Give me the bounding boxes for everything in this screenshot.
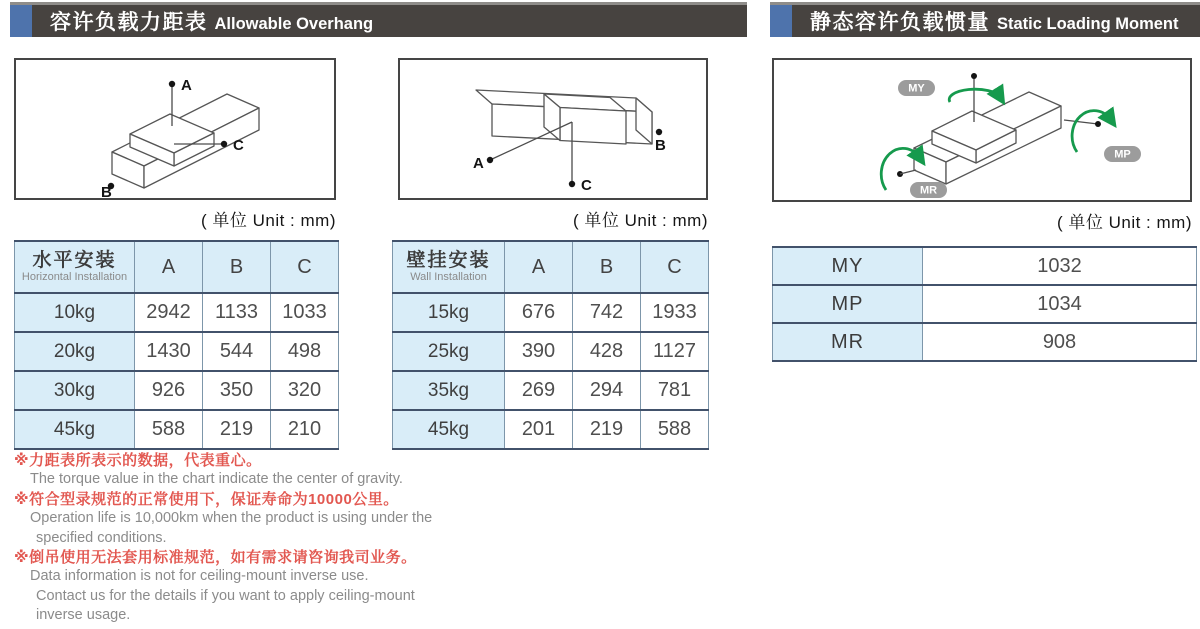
point-b-label: B [101, 184, 112, 198]
note-en: specified conditions. [36, 529, 167, 546]
section-title-zh: 静态容许负载惯量 [810, 11, 990, 34]
table-row [15, 332, 339, 371]
horizontal-rail-drawing-icon [16, 60, 334, 198]
wall-rail-drawing-icon [400, 60, 706, 198]
table-title-cell [393, 241, 505, 293]
value-c: 588 [641, 410, 709, 449]
mp-rotation-arrow-icon [1072, 111, 1111, 152]
point-b-marker [656, 129, 662, 135]
moment-label-my: MY [773, 247, 923, 285]
section-title [810, 6, 1179, 36]
value-b: 350 [203, 371, 271, 410]
value-c: 1933 [641, 293, 709, 332]
note-en: Operation life is 10,000km when the product is using under the [30, 510, 433, 527]
note-zh: ※倒吊使用无法套用标准规范，如有需求请咨询我司业务。 [14, 549, 417, 567]
note-en: Contact us for the details if you want to apply ceiling-mount [36, 587, 415, 604]
value-c: 498 [271, 332, 339, 371]
static-moment-table [772, 246, 1197, 362]
header-accent-square-icon [770, 5, 792, 37]
moment-label-mr: MR [773, 323, 923, 361]
table-row [773, 247, 1197, 285]
section-header-static-loading-moment [770, 2, 1200, 37]
point-a-label: A [181, 77, 192, 94]
note-en: Data information is not for ceiling-mount inverse use. [30, 568, 369, 585]
table-title-en: Horizontal Installation [21, 271, 128, 283]
moment-label-mp: MP [773, 285, 923, 323]
value-c: 320 [271, 371, 339, 410]
point-a-label: A [473, 155, 484, 172]
point-a-marker [487, 157, 493, 163]
mr-badge-label: MR [919, 184, 938, 197]
value-c: 1127 [641, 332, 709, 371]
table-row [393, 371, 709, 410]
point-c-marker [221, 141, 227, 147]
mp-axis-line [1064, 120, 1098, 124]
moment-value-mr: 908 [923, 323, 1197, 361]
table-row [15, 410, 339, 449]
point-c-label: C [581, 177, 592, 194]
value-b: 1133 [203, 293, 271, 332]
table-title-cell [15, 241, 135, 293]
table-row [393, 410, 709, 449]
moment-value-my: 1032 [923, 247, 1197, 285]
value-b: 219 [203, 410, 271, 449]
load-label: 35kg [393, 371, 505, 410]
value-c: 781 [641, 371, 709, 410]
slider-front-face [560, 108, 626, 145]
load-label: 45kg [393, 410, 505, 449]
section-title-zh: 容许负载力距表 [50, 11, 208, 34]
table-title-en: Wall Installation [410, 271, 487, 283]
wall-installation-table [392, 240, 709, 450]
moment-value-mp: 1034 [923, 285, 1197, 323]
value-c: 1033 [271, 293, 339, 332]
point-a-marker [169, 81, 175, 87]
value-b: 544 [203, 332, 271, 371]
column-header-c: C [271, 241, 339, 293]
unit-label: ( 单位 Unit : mm) [573, 211, 708, 230]
unit-label: ( 单位 Unit : mm) [201, 211, 336, 230]
diagram-static-moments [772, 58, 1192, 202]
table-header-row [15, 241, 339, 293]
header-accent-square-icon [10, 5, 32, 37]
value-a: 926 [135, 371, 203, 410]
load-label: 30kg [15, 371, 135, 410]
load-label: 25kg [393, 332, 505, 371]
point-c-marker [569, 181, 575, 187]
table-row [15, 293, 339, 332]
value-a: 676 [505, 293, 573, 332]
table-title-zh: 壁挂安装 [406, 250, 491, 271]
section-title [50, 6, 373, 36]
load-label: 15kg [393, 293, 505, 332]
value-a: 1430 [135, 332, 203, 371]
value-a: 390 [505, 332, 573, 371]
point-c-label: C [233, 137, 244, 154]
table-row [773, 285, 1197, 323]
value-a: 269 [505, 371, 573, 410]
value-c: 210 [271, 410, 339, 449]
column-header-b: B [203, 241, 271, 293]
section-header-allowable-overhang [10, 2, 747, 37]
diagram-wall-installation [398, 58, 708, 200]
value-b: 428 [573, 332, 641, 371]
load-label: 45kg [15, 410, 135, 449]
section-title-en: Allowable Overhang [214, 15, 374, 33]
note-zh: ※力距表所表示的数据，代表重心。 [14, 452, 262, 469]
unit-label: ( 单位 Unit : mm) [1057, 213, 1192, 232]
column-header-b: B [573, 241, 641, 293]
diagram-horizontal-installation [14, 58, 336, 200]
footnotes [14, 451, 574, 626]
load-label: 20kg [15, 332, 135, 371]
table-row [15, 371, 339, 410]
my-badge-label: MY [908, 82, 925, 95]
value-a: 588 [135, 410, 203, 449]
my-axis-dot [971, 73, 977, 79]
mr-axis-line [900, 170, 916, 174]
value-b: 219 [573, 410, 641, 449]
table-row [393, 293, 709, 332]
section-title-en: Static Loading Moment [997, 15, 1179, 33]
value-a: 201 [505, 410, 573, 449]
value-b: 294 [573, 371, 641, 410]
table-header-row [393, 241, 709, 293]
mp-axis-dot [1095, 121, 1101, 127]
note-en: The torque value in the chart indicate the center of gravity. [30, 471, 403, 488]
table-row [393, 332, 709, 371]
value-a: 2942 [135, 293, 203, 332]
moment-rail-drawing-icon [774, 60, 1190, 200]
note-en: inverse usage. [36, 607, 131, 624]
table-row [773, 323, 1197, 361]
mp-badge-label: MP [1114, 148, 1131, 161]
column-header-c: C [641, 241, 709, 293]
table-title-zh: 水平安装 [32, 250, 117, 271]
column-header-a: A [135, 241, 203, 293]
column-header-a: A [505, 241, 573, 293]
point-b-label: B [655, 137, 666, 154]
load-label: 10kg [15, 293, 135, 332]
value-b: 742 [573, 293, 641, 332]
horizontal-installation-table [14, 240, 339, 450]
note-zh: ※符合型录规范的正常使用下，保证寿命为10000公里。 [14, 490, 399, 508]
